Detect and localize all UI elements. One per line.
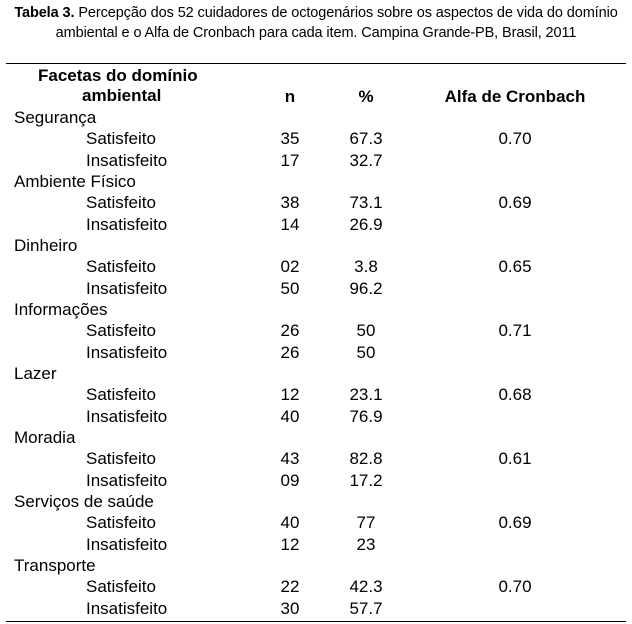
facet-group [0, 491, 632, 555]
facet-name: Informações [14, 300, 108, 319]
facet-row [0, 555, 632, 576]
alpha-cell: 0.69 [498, 193, 532, 213]
facet-name: Segurança [14, 108, 97, 127]
percent-cell: 50 [356, 342, 376, 362]
count-cell: 30 [280, 598, 300, 618]
facet-row [0, 427, 632, 448]
count-cell: 22 [280, 577, 300, 597]
alpha-cell: 0.70 [498, 129, 532, 149]
response-label: Satisfeito [86, 385, 156, 405]
count-cell: 09 [280, 470, 300, 490]
percent-cell: 77 [356, 513, 376, 533]
count-cell: 12 [280, 385, 300, 405]
response-label: Insatisfeito [86, 342, 168, 362]
facet-row [0, 491, 632, 512]
response-label: Satisfeito [86, 321, 156, 341]
table-row [0, 384, 632, 405]
header-alpha: Alfa de Cronbach [444, 87, 586, 106]
table-row [0, 470, 632, 491]
header-facet-line2: ambiental [82, 86, 162, 105]
percent-cell: 67.3 [349, 129, 383, 149]
percent-cell: 96.2 [349, 278, 383, 298]
count-cell: 35 [280, 129, 300, 149]
alpha-cell: 0.61 [498, 449, 532, 469]
percent-cell: 23.1 [349, 385, 383, 405]
table-row [0, 342, 632, 363]
response-label: Insatisfeito [86, 278, 168, 298]
percent-cell: 23 [356, 534, 376, 554]
facet-group [0, 171, 632, 235]
facet-group [0, 363, 632, 427]
response-label: Insatisfeito [86, 406, 168, 426]
caption-label: Tabela 3. [14, 5, 75, 21]
bottom-rule [6, 621, 626, 622]
table-row [0, 214, 632, 235]
response-label: Satisfeito [86, 257, 156, 277]
count-cell: 50 [280, 278, 300, 298]
table-row [0, 576, 632, 597]
facet-name: Moradia [14, 428, 76, 447]
alpha-cell: 0.68 [498, 385, 532, 405]
facet-row [0, 235, 632, 256]
header-percent: % [358, 87, 374, 106]
facet-group [0, 235, 632, 299]
facet-name: Lazer [14, 364, 57, 383]
count-cell: 40 [280, 513, 300, 533]
header-facet-line1: Facetas do domínio [38, 66, 198, 85]
percent-cell: 26.9 [349, 214, 383, 234]
count-cell: 12 [280, 534, 300, 554]
response-label: Insatisfeito [86, 150, 168, 170]
facet-group [0, 299, 632, 363]
table-row [0, 256, 632, 277]
table-row [0, 406, 632, 427]
table-row [0, 598, 632, 619]
facet-name: Ambiente Físico [14, 172, 136, 191]
response-label: Satisfeito [86, 193, 156, 213]
caption-text: Percepção dos 52 cuidadores de octogenários sobre os aspectos de vida do domínio ambiental e o Alfa de Cronbach para cada item. Campina Grande-PB, Brasil, 2011 [55, 5, 618, 41]
facet-row [0, 171, 632, 192]
alpha-cell: 0.70 [498, 577, 532, 597]
table-row [0, 150, 632, 171]
count-cell: 14 [280, 214, 300, 234]
count-cell: 40 [280, 406, 300, 426]
response-label: Satisfeito [86, 449, 156, 469]
alpha-cell: 0.71 [498, 321, 532, 341]
count-cell: 17 [280, 150, 300, 170]
count-cell: 43 [280, 449, 300, 469]
table-row [0, 128, 632, 149]
facet-group [0, 555, 632, 619]
facet-name: Serviços de saúde [14, 492, 154, 511]
percent-cell: 32.7 [349, 150, 383, 170]
table-caption [6, 3, 626, 43]
response-label: Insatisfeito [86, 214, 168, 234]
count-cell: 26 [280, 342, 300, 362]
table-body [0, 107, 632, 619]
table-row [0, 192, 632, 213]
percent-cell: 73.1 [349, 193, 383, 213]
table-row [0, 320, 632, 341]
table-row [0, 448, 632, 469]
alpha-cell: 0.69 [498, 513, 532, 533]
percent-cell: 42.3 [349, 577, 383, 597]
header-facet [38, 66, 198, 106]
facet-row [0, 107, 632, 128]
facet-group [0, 427, 632, 491]
response-label: Satisfeito [86, 513, 156, 533]
response-label: Satisfeito [86, 129, 156, 149]
count-cell: 26 [280, 321, 300, 341]
table-row [0, 278, 632, 299]
facet-name: Transporte [14, 556, 96, 575]
percent-cell: 50 [356, 321, 376, 341]
table-row [0, 512, 632, 533]
count-cell: 02 [280, 257, 300, 277]
facet-name: Dinheiro [14, 236, 78, 255]
header-n: n [284, 87, 296, 106]
table-row [0, 534, 632, 555]
top-rule [6, 63, 626, 64]
percent-cell: 76.9 [349, 406, 383, 426]
response-label: Insatisfeito [86, 470, 168, 490]
percent-cell: 82.8 [349, 449, 383, 469]
alpha-cell: 0.65 [498, 257, 532, 277]
table-header [0, 66, 632, 108]
percent-cell: 17.2 [349, 470, 383, 490]
response-label: Insatisfeito [86, 534, 168, 554]
facet-row [0, 299, 632, 320]
response-label: Insatisfeito [86, 598, 168, 618]
facet-group [0, 107, 632, 171]
response-label: Satisfeito [86, 577, 156, 597]
percent-cell: 57.7 [349, 598, 383, 618]
count-cell: 38 [280, 193, 300, 213]
percent-cell: 3.8 [354, 257, 378, 277]
facet-row [0, 363, 632, 384]
